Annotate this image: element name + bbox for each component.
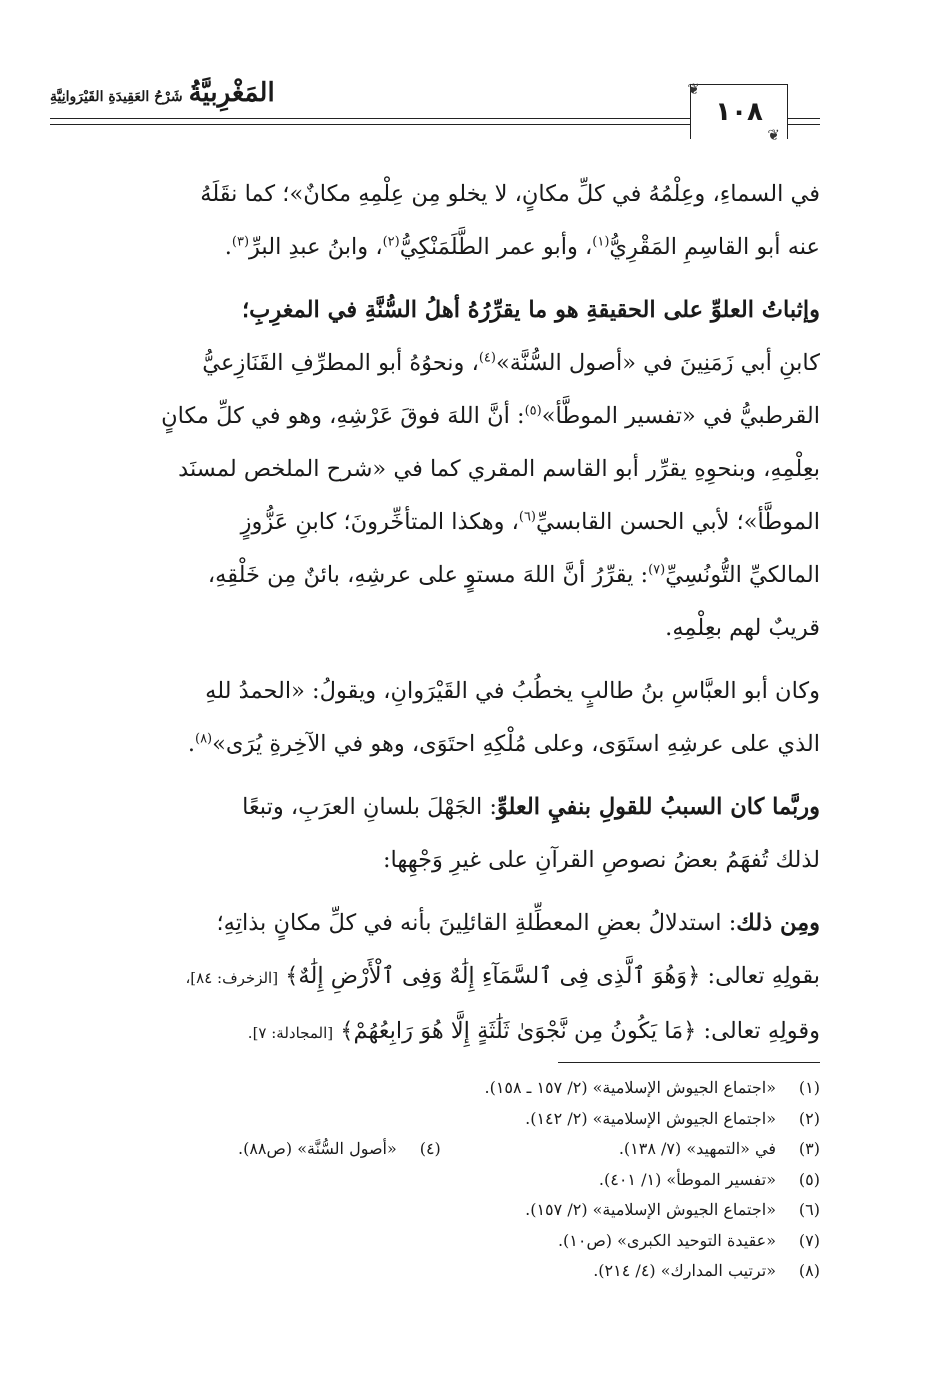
quran-verse: وقولِهِ تعالى: ﴿مَا يَكُونُ مِن نَّجْوَىٰ ثَلَٰثَةٍ إِلَّا هُوَ رَابِعُهُمْ﴾ [340, 1018, 820, 1044]
footnote-ref: (٨) [194, 731, 213, 747]
footnote-number: (٣) [798, 1139, 820, 1158]
text-line: ، وأبو عمر الطَّلَمَنْكِيُّ [399, 234, 593, 260]
paragraph [70, 781, 820, 887]
footnote [90, 1165, 820, 1196]
text-line: ، ونحوُهُ أبو المطرِّفِ القَنَازِعيُّ [202, 350, 479, 376]
footnote-text: «أصول السُّنَّة» (ص٨٨). [238, 1139, 397, 1158]
footnote [90, 1073, 820, 1104]
bold-lead: ومِن ذلك [736, 910, 820, 936]
verse-reference: [الزخرف: ٨٤]، [185, 969, 279, 987]
footnote [90, 1195, 820, 1226]
text-line: كابنِ أبي زَمَنِينَ في «أصول السُّنَّة» [495, 350, 820, 376]
text-line: ، وهكذا المتأخِّرونَ؛ كابنِ عَزُّوزٍ [240, 509, 519, 535]
paragraph [70, 168, 820, 274]
ornament-icon: ❦ [767, 126, 780, 144]
footnote-text: «عقيدة التوحيد الكبرى» (ص١٠). [557, 1230, 776, 1250]
footnote-number: (٧) [798, 1230, 820, 1250]
footnote-number: (١) [798, 1078, 820, 1097]
header-rule [50, 124, 690, 125]
footnote-text: «اجتماع الجيوش الإسلامية» (٢/ ١٤٢). [525, 1108, 776, 1128]
main-text [70, 168, 820, 1060]
footnote-number: (٢) [798, 1108, 820, 1128]
footnote-ref: (٧) [648, 562, 666, 578]
running-title [50, 78, 275, 108]
text-line: الموطَّأ»؛ لأبي الحسن القابسيِّ [536, 509, 820, 535]
text-line: : الجَهْلَ بلسانِ العرَبِ، وتبعًا [242, 794, 497, 820]
footnote-ref: (٣) [231, 234, 250, 250]
ornament-icon: ❦ [687, 80, 700, 98]
text-line: القرطبيُّ في «تفسير الموطَّأ» [541, 403, 820, 429]
page-number: ١٠٨ [690, 84, 788, 139]
text-line: قريبٌ لهم بعِلْمِهِ. [665, 615, 820, 641]
footnotes [90, 1073, 820, 1287]
footnote-number: (٤) [419, 1139, 441, 1158]
header-rule [788, 118, 820, 119]
text-line: عنه أبو القاسِمِ المَقْرِيُّ [609, 234, 820, 260]
text-line: لذلك تُفهَمُ بعضُ نصوصِ القرآنِ على غيرِ وَجْهِها: [382, 847, 820, 873]
footnote [619, 1134, 820, 1165]
footnote [90, 1226, 820, 1257]
footnote-ref: (٥) [524, 403, 542, 419]
page-header [50, 70, 820, 142]
footnote-text: «ترتيب المدارك» (٤/ ٢١٤). [593, 1261, 776, 1280]
paragraph [70, 284, 820, 655]
text-line: في السماءِ، وعِلْمُهُ في كلِّ مكانٍ، لا يخلو مِن عِلْمِهِ مكانٌ»؛ كما نقَلَهُ [200, 181, 820, 207]
text-line: المالكيِّ التُّونُسِيِّ [665, 562, 820, 588]
footnote-ref: (٤) [478, 350, 496, 366]
text-line: : أنَّ اللهَ فوقَ عَرْشِهِ، وهو في كلِّ مكانٍ [161, 403, 525, 429]
header-rule [788, 124, 820, 125]
footnote-text: «تفسير الموطأ» (١/ ٤٠١). [598, 1169, 776, 1189]
footnote-ref: (١) [592, 234, 610, 250]
footnote-ref: (٢) [382, 234, 400, 250]
text-line: . [224, 234, 232, 260]
footnote-text: «اجتماع الجيوش الإسلامية» (٢/ ١٥٧). [525, 1200, 776, 1219]
footnote-pair [90, 1134, 820, 1165]
text-line: ، وابنُ عبدِ البرِّ [249, 234, 383, 260]
footnote-text: في «التمهيد» (٧/ ١٣٨). [618, 1139, 776, 1158]
footnote [90, 1256, 820, 1287]
footnote-separator [558, 1062, 820, 1063]
paragraph [70, 665, 820, 771]
footnote [90, 1104, 820, 1135]
running-title-sub: شَرْحُ العَقِيدَةِ القَيْرَوانِيَّةِ [50, 89, 183, 105]
bold-lead: وربَّما كان السببُ للقولِ بنفيِ العلوِّ [496, 794, 820, 820]
running-title-main: المَغْرِبيَّةُ [188, 78, 275, 108]
text-line: بعِلْمِهِ، وبنحوِهِ يقرِّر أبو القاسم المقري كما في «شرح الملخص لمسنَد [178, 456, 820, 482]
footnote-number: (٦) [798, 1200, 820, 1219]
footnote [238, 1134, 441, 1165]
text-line: . [187, 731, 195, 757]
verse-reference: [المجادلة: ٧]. [247, 1024, 334, 1042]
footnote-text: «اجتماع الجيوش الإسلامية» (٢/ ١٥٧ ـ ١٥٨). [484, 1078, 776, 1097]
footnote-number: (٥) [798, 1169, 820, 1189]
footnote-ref: (٦) [518, 509, 536, 525]
text-line: : استدلالُ بعضِ المعطِّلةِ القائلِينَ بأنه في كلِّ مكانٍ بذاتِهِ؛ [216, 910, 737, 936]
header-rule [50, 118, 690, 119]
text-line: وكان أبو العبَّاسِ بنُ طالبٍ يخطُبُ في القَيْرَوانِ، ويقولُ: «الحمدُ للهِ [205, 678, 820, 704]
text-line: الذي على عرشِهِ استَوَى، وعلى مُلْكِهِ احتَوَى، وهو في الآخِرةِ يُرَى» [212, 731, 820, 757]
text-line: : يقرِّرُ أنَّ اللهَ مستوٍ على عرشِهِ، بائنٌ مِن خَلْقِهِ، [207, 562, 649, 588]
quran-verse: بقولِهِ تعالى: ﴿وَهُوَ ٱلَّذِى فِى ٱلسَّمَآءِ إِلَٰهٌ وَفِى ٱلْأَرْضِ إِلَٰهٌ﴾ [285, 963, 820, 989]
paragraph [70, 897, 820, 1060]
footnote-number: (٨) [798, 1261, 820, 1280]
bold-lead: وإثباتُ العلوِّ على الحقيقةِ هو ما يقرِّرُهُ أهلُ السُّنَّةِ في المغرِبِ؛ [242, 297, 820, 323]
